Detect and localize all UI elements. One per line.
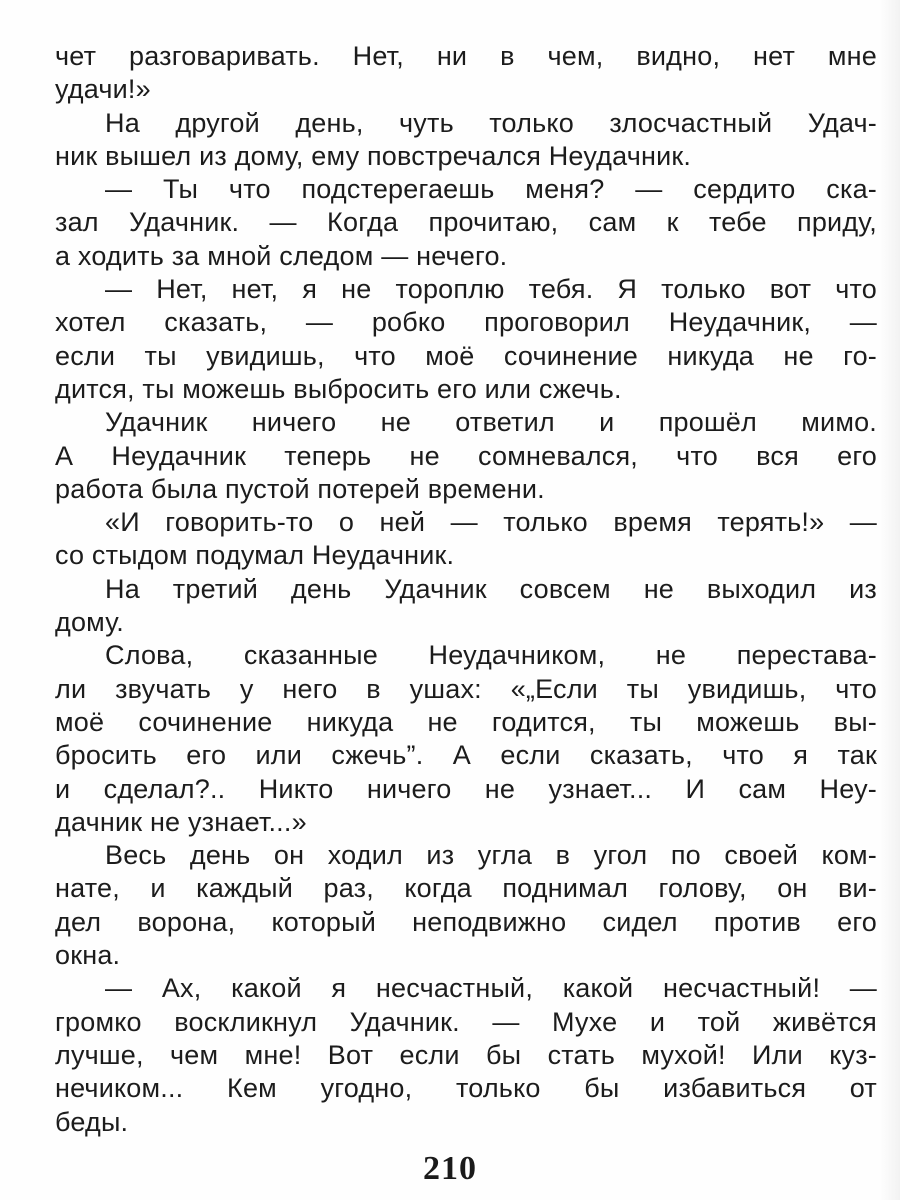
text-line: — Ты что подстерегаешь меня? — сердито ска-: [105, 174, 877, 205]
text-line: — Ах, какой я несчастный, какой несчастный! —: [105, 973, 877, 1004]
text-line: нечиком... Кем угодно, только бы избавиться от: [55, 1073, 877, 1104]
text-line: со стыдом подумал Неудачник.: [55, 540, 455, 571]
text-line: дачник не узнает...»: [55, 806, 307, 837]
page-number: 210: [423, 1150, 477, 1187]
text-line: хотел сказать, — робко проговорил Неудачник, —: [55, 307, 877, 338]
text-line: громко воскликнул Удачник. — Мухе и той живётся: [55, 1006, 877, 1037]
text-line: дится, ты можешь выбросить его или сжечь.: [55, 373, 622, 404]
text-line: лучше, чем мне! Вот если бы стать мухой! Или куз-: [55, 1039, 877, 1070]
text-line: дел ворона, который неподвижно сидел против его: [55, 906, 877, 937]
page-edge-shadow: [880, 0, 900, 1200]
text-line: бросить его или сжечь”. А если сказать, что я так: [55, 740, 877, 771]
text-line: ли звучать у него в ушах: «„Если ты увидишь, что: [55, 673, 877, 704]
text-line: и сделал?.. Никто ничего не узнает... И сам Неу-: [55, 773, 877, 804]
text-line: — Нет, нет, я не тороплю тебя. Я только вот что: [105, 274, 877, 305]
text-line: Весь день он ходил из угла в угол по своей ком-: [105, 840, 877, 871]
text-line: беды.: [55, 1106, 129, 1137]
text-line: На третий день Удачник совсем не выходил из: [105, 573, 877, 604]
text-line: Слова, сказанные Неудачником, не перестава-: [105, 640, 877, 671]
text-line: Удачник ничего не ответил и прошёл мимо.: [105, 407, 877, 438]
text-line: моё сочинение никуда не годится, ты можешь вы-: [55, 706, 877, 737]
text-line: чет разговаривать. Нет, ни в чем, видно, нет мне: [55, 41, 877, 71]
text-line: окна.: [55, 940, 121, 971]
text-line: а ходить за мной следом — нечего.: [55, 240, 508, 271]
text-line: удачи!»: [55, 74, 151, 105]
text-line: На другой день, чуть только злосчастный Удач-: [105, 107, 877, 138]
text-line: «И говорить-то о ней — только время терять!» —: [105, 507, 877, 538]
text-line: ник вышел из дому, ему повстречался Неудачник.: [55, 140, 692, 171]
text-line: зал Удачник. — Когда прочитаю, сам к тебе приду,: [55, 207, 877, 238]
text-line: если ты увидишь, что моё сочинение никуда не го-: [55, 340, 877, 371]
text-line: А Неудачник теперь не сомневался, что вся его: [55, 440, 877, 471]
page-body-text: [55, 40, 877, 1139]
text-line: работа была пустой потерей времени.: [55, 473, 545, 504]
text-line: нате, и каждый раз, когда поднимал голову, он ви-: [55, 873, 877, 904]
text-line: дому.: [55, 607, 124, 638]
